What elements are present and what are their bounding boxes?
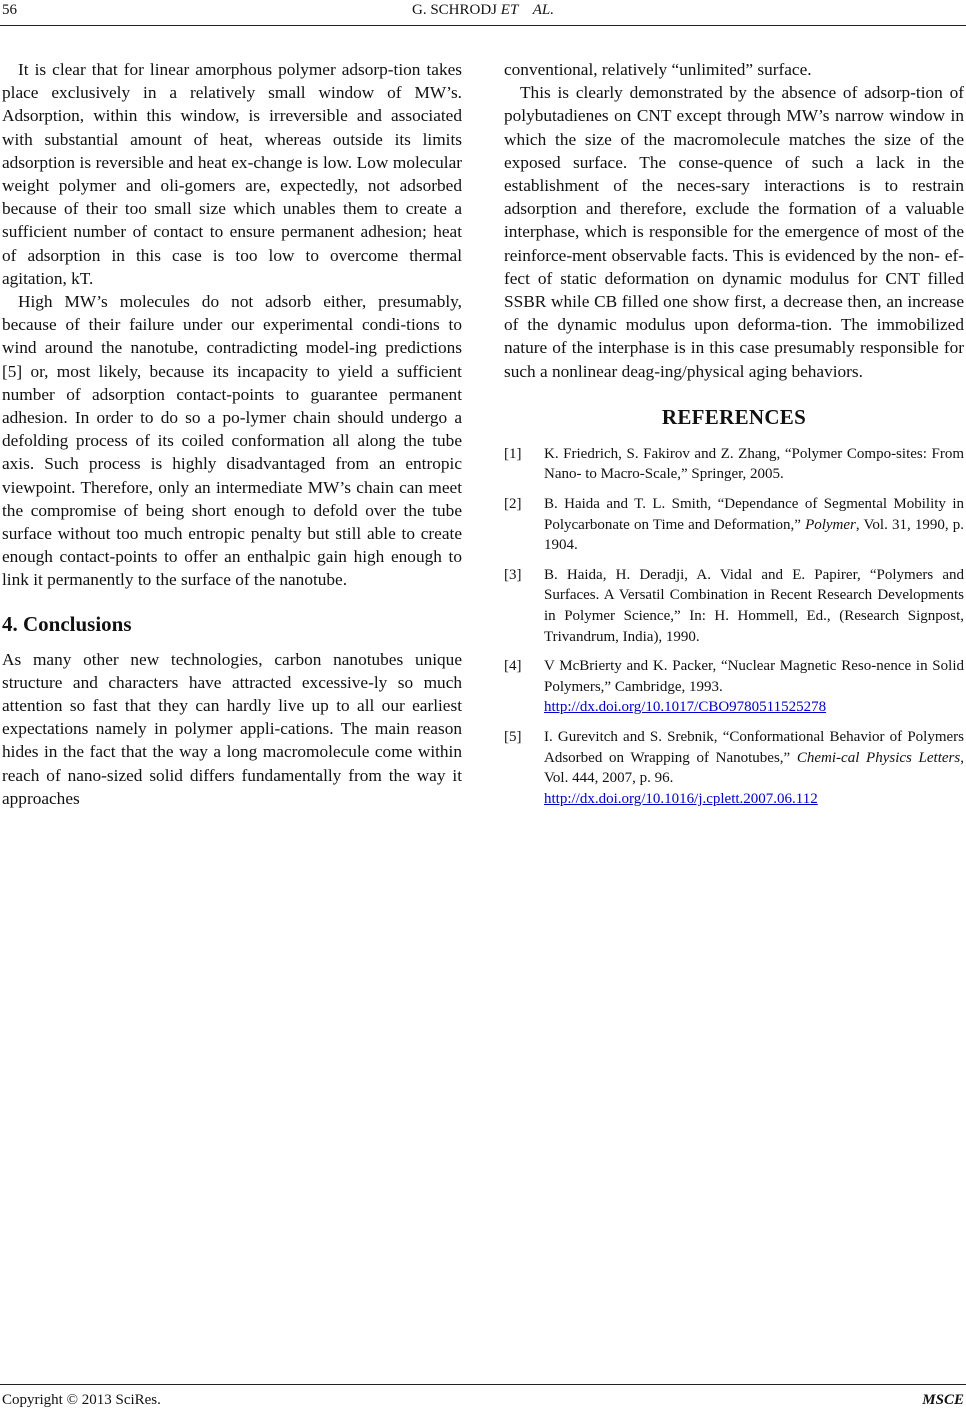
right-column <box>504 58 964 818</box>
references-heading: REFERENCES <box>661 404 807 429</box>
left-column <box>2 58 462 810</box>
body-paragraph: This is clearly demonstrated by the absence of adsorp-tion of polybutadienes on CNT except through MW’s narrow window in which the size of the macromolecule matches the size of the exposed surface. The conse-quence of such a lack in the establishment of the neces-sary interactions is to restrain adsorption and therefore, exclude the formation of a valuable interphase, which is responsible for the emergence of most of the reinforce-ment observable facts. This is evidenced by the non- ef-fect of static deformation on dynamic modulus for CNT filled SSBR while CB filled one show first, a decrease then, an increase of the dynamic modulus upon deforma-tion. The immobilized nature of the interphase is in this case presumably responsible for such a nonlinear deag-ing/physical aging behaviors. <box>504 83 964 381</box>
reference-doi-link[interactable]: http://dx.doi.org/10.1016/j.cplett.2007.06.112 <box>544 790 818 807</box>
reference-number: [5] <box>504 728 522 745</box>
reference-text <box>544 656 964 718</box>
reference-text: B. Haida, H. Deradji, A. Vidal and E. Papirer, “Polymers and Surfaces. A Versatil Combination in Recent Research Developments in Polymer Science,” In: H. Hommell, Ed., (Research Signpost, Trivandrum, India), 1990. <box>544 566 964 645</box>
page-number: 56 <box>2 2 17 18</box>
reference-text <box>544 494 964 556</box>
reference-doi-link[interactable]: http://dx.doi.org/10.1017/CBO9780511525278 <box>544 699 827 716</box>
reference-item <box>504 656 964 718</box>
running-title <box>0 2 966 19</box>
body-paragraph: It is clear that for linear amorphous polymer adsorp-tion takes place exclusively in a relatively small window of MW’s. Adsorption, within this window, is irreversible and associated with substantial amount of heat, whereas outside its limits adsorption is reversible and heat ex-change is low. Low molecular weight polymer and oli-gomers are, expectedly, not adsorbed because of their too small size which unables them to create a sufficient number of contact to ensure permanent adhesion; heat of adsorption in this case is too low to overcome thermal agitation, kT. <box>2 60 462 288</box>
reference-item <box>504 727 964 809</box>
reference-journal: Chemi-cal Physics Letters <box>796 749 961 766</box>
section-heading: 4. Conclusions <box>2 611 132 636</box>
running-title-authors: G. SCHRODJ <box>412 2 498 18</box>
reference-number: [1] <box>504 445 522 462</box>
running-header <box>0 0 966 24</box>
body-paragraph: As many other new technologies, carbon nanotubes unique structure and characters have attracted excessive-ly so much attention so fast that they can hardly live up to all our earliest expectations namely in polymer appli-cations. The main reason hides in the fact that the way a long macromolecule come within reach of nano-sized solid differs fundamentally from the way it approaches <box>2 649 462 808</box>
reference-text <box>544 727 964 809</box>
header-rule <box>0 25 966 26</box>
reference-number: [3] <box>504 566 522 583</box>
journal-abbreviation: MSCE <box>922 1392 964 1408</box>
running-title-etal: ET AL. <box>500 2 554 18</box>
reference-text-part: B. Haida and T. L. Smith, “Dependance of Segmental Mobility in Polycarbonate on Time and Deformation,” <box>544 496 964 533</box>
reference-journal: Polymer <box>805 516 856 533</box>
reference-item <box>504 494 964 556</box>
reference-text-part: V McBrierty and K. Packer, “Nuclear Magnetic Reso-nence in Solid Polymers,” Cambridge, 1993. <box>544 658 964 695</box>
body-paragraph: High MW’s molecules do not adsorb either, presumably, because of their failure under our experimental condi-tions to wind around the nanotube, contradicting model-ing predictions [5] or, most likely, because its incapacity to yield a sufficient number of adsorption contact-points to guarantee permanent adhesion. In order to do so a po-lymer chain should undergo a defolding process of its coiled conformation all along the tube axis. Such process is highly disadvantaged from an entropic viewpoint. Therefore, only an intermediate MW’s chain can meet the compromise of being short enough to defold over the tube surface without too much entropic penalty but still able to create enough contact-points to offer an enthalpic gain high enough to link it permanently to the surface of the nanotube. <box>2 292 462 590</box>
reference-text: K. Friedrich, S. Fakirov and Z. Zhang, “Polymer Compo-sites: From Nano- to Macro-Scale,” Springer, 2005. <box>544 445 964 483</box>
reference-text-part: I. Gurevitch and S. Srebnik, “Conformational Behavior of Polymers Adsorbed on Wrapping of Nanotubes,” <box>544 728 964 766</box>
reference-item <box>504 444 964 485</box>
reference-number: [2] <box>504 496 522 513</box>
reference-text-part: , Vol. 31, 1990, p. 1904. <box>544 516 964 554</box>
body-paragraph-continued: conventional, relatively “unlimited” surface. <box>504 60 812 79</box>
reference-text-part: , Vol. 444, 2007, p. 96. <box>544 749 964 787</box>
footer-rule <box>0 1384 966 1385</box>
copyright-notice: Copyright © 2013 SciRes. <box>2 1392 161 1408</box>
reference-number: [4] <box>504 658 522 675</box>
reference-item <box>504 565 964 647</box>
